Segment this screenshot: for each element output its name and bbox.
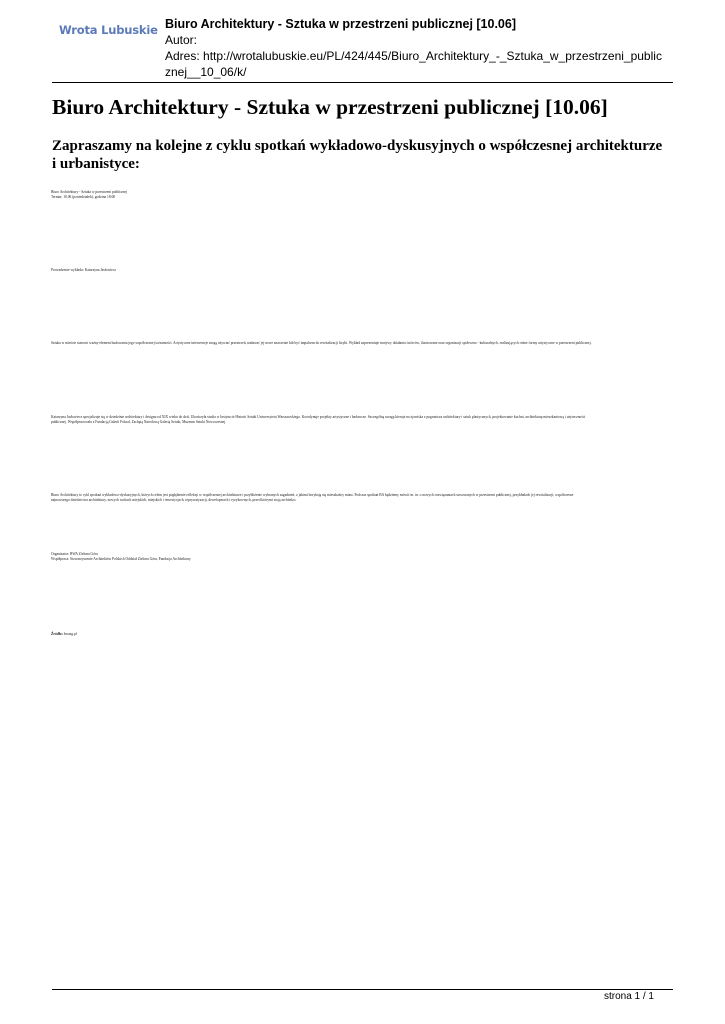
paragraph-2-line-2: publicznej. Współpracowała z Fundacją Galerii Foksal, Zachętą Narodową Galerią Sztuki, Muzeum Sztuki Nowoczesnej. (51, 420, 227, 424)
organizers (51, 552, 675, 562)
article-intro: Zapraszamy na kolejne z cyklu spotkań wykładowo-dyskusyjnych o współczesnej architekturze i urbanistyce: (52, 138, 663, 172)
paragraph-3-line-1: Biuro Architektury to cykl spotkań wykładowo-dyskusyjnych, których celem jest pogłębienie refleksji w współczesnej architekturze i przybliżenie wybranych zagadnień, z jakimi borykają się mieszkańcy miast. Podczas spotkań BA będziemy mówić m. in. o nowych rozwiązaniach stosowanych w przestrzeni publicznej, przykładach jej rewitalizacji, współczesne (51, 493, 574, 497)
page-number: strona 1 / 1 (603, 991, 654, 1002)
lecturer-info (51, 268, 675, 273)
header-address-line-2[interactable]: znej__10_06/k/ (165, 65, 247, 79)
article-title: Biuro Architektury - Sztuka w przestrzeni publicznej [10.06] (52, 95, 608, 119)
source-info (51, 632, 675, 637)
footer-divider (52, 989, 673, 990)
event-time: Termin: 10.06 (poniedziałek), godzina 18:00 (51, 195, 116, 199)
event-info (51, 190, 675, 200)
paragraph-1-text: Sztuka w mieście stanowi ważny element budowania jego współczesnej tożsamości. Artystyczne interwencje mogą ożywiać przestrzeń, nadawać jej nowe znaczenie lub być impulsem do rewitalizacji fizyki. Wykład zaprezentuje motywy działania twórców, ilustrowane oraz organizacji społeczno - kulturalnych, realizujących różne formy artystyczne w przestrzeni publicznej. (51, 341, 592, 345)
document-header (165, 16, 675, 80)
source-label: Źródło: (51, 632, 63, 636)
partners-line: Współpraca: Stowarzyszenie Architektów Polskich Oddział Zielona Góra, Fundacja Architektury (51, 557, 191, 561)
header-divider (52, 82, 673, 83)
paragraph-2-line-1: Katarzyna Jasłowiecz specjalizuje się w dziedzinie architektury i designu od XIX wieku do dziś. Ukończyła studia w Instytucie Historii Sztuki Uniwersytetu Warszawskiego. Koordynuje projekty artystyczne i badawcze. Szczególną uwagę kieruje na zjawiska z pogranicza architektury i sztuk plastycznych, projektowanie kuchni, architekturę mieszkaniową i użyteczności (51, 415, 586, 419)
site-logo[interactable]: Wrota Lubuskie (59, 23, 158, 37)
event-title: Biuro Architektury - Sztuka w przestrzeni publicznej (51, 190, 128, 194)
paragraph-3-line-2: najnowszego dziedzictwa architektury, nowych ruchach miejskich, miejskich i inwestycjach, reprywatyzacji, deweloperach i ryzykownych, przed którymi stoją architekci. (51, 498, 297, 502)
lecturer-line: Prowadzenie wykładu: Katarzyna Jasłowiecz (51, 268, 116, 272)
source-line (51, 632, 675, 637)
paragraph-2 (51, 415, 675, 425)
organizer-line: Organizator: BWA Zielona Góra (51, 552, 98, 556)
header-address-line-1[interactable]: Adres: http://wrotalubuskie.eu/PL/424/445/Biuro_Architektury_-_Sztuka_w_przestrzeni_public (165, 49, 662, 63)
header-author: Autor: (165, 33, 198, 47)
header-title: Biuro Architektury - Sztuka w przestrzeni publicznej [10.06] (165, 17, 517, 31)
paragraph-1 (51, 341, 675, 346)
paragraph-3 (51, 493, 675, 503)
source-link[interactable]: bwazg.pl (63, 632, 77, 636)
